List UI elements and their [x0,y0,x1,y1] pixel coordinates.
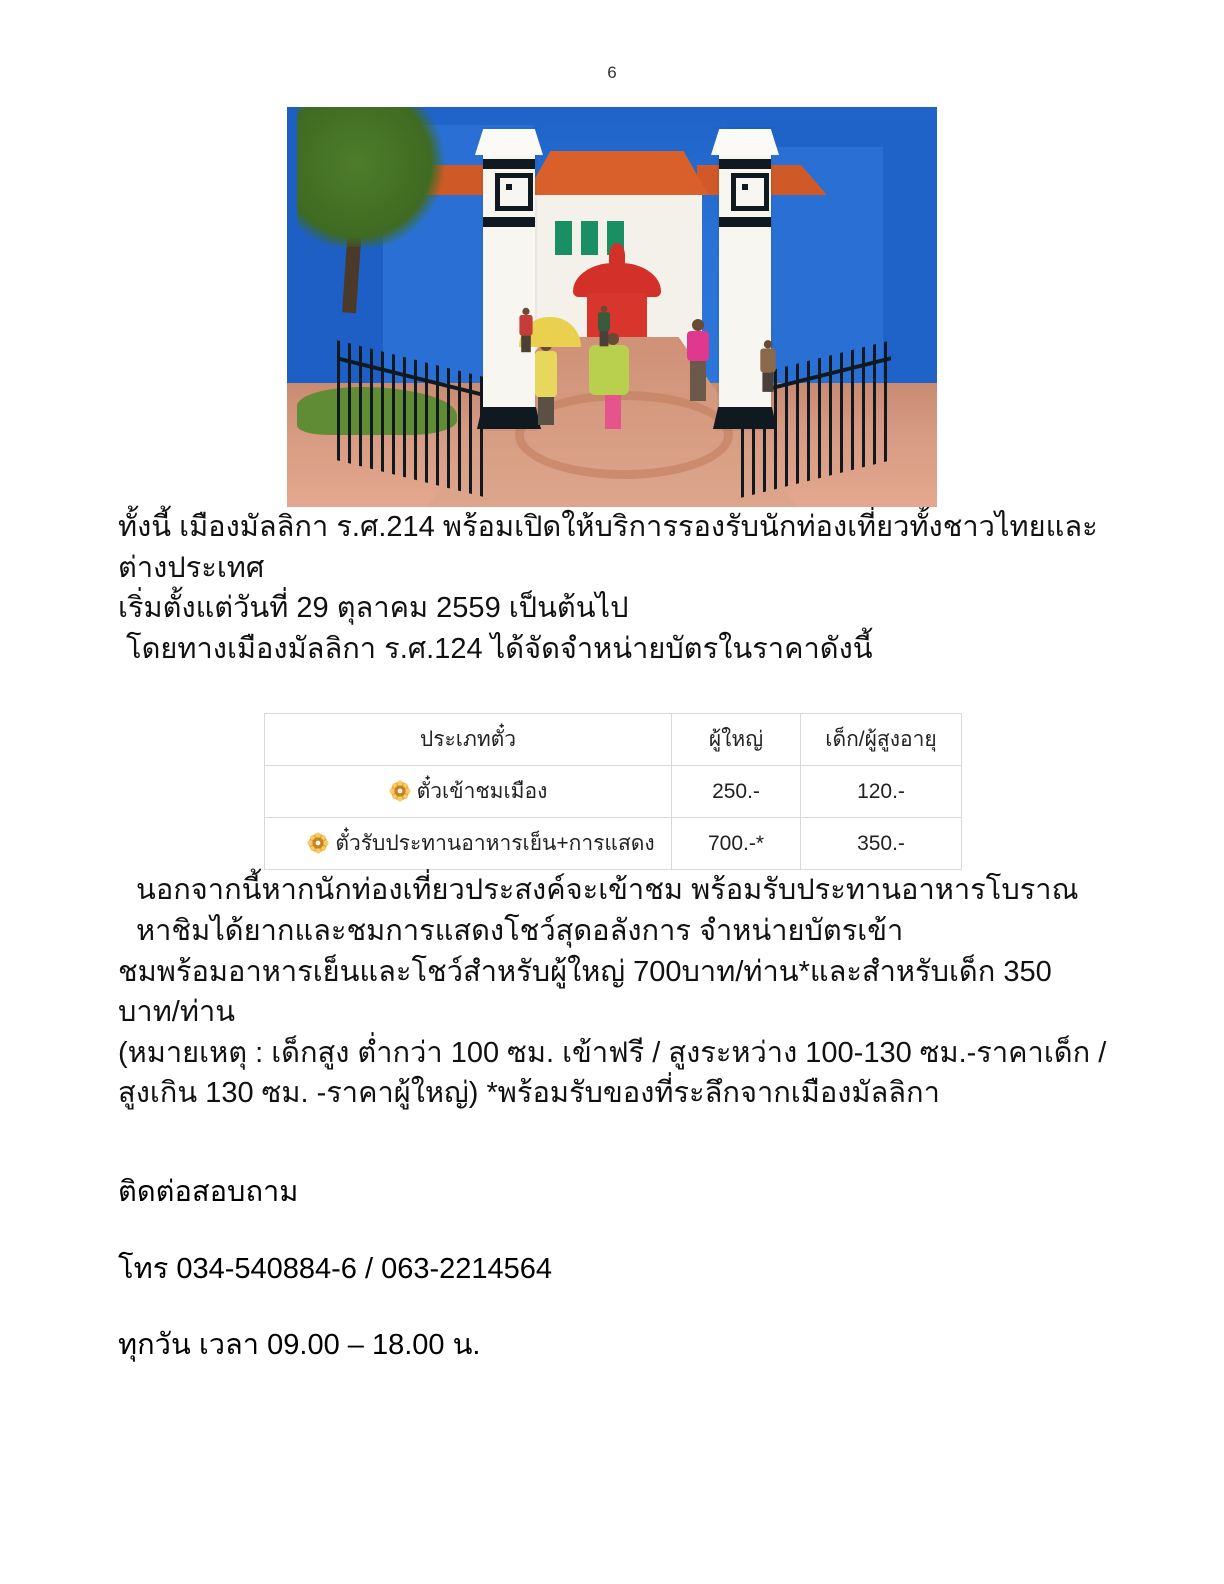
column-header-ticket-type: ประเภทตั๋ว [265,714,672,766]
page-number: 6 [607,63,617,82]
mallika-city-entrance-photo [287,107,937,507]
column-header-child-senior: เด็ก/ผู้สูงอายุ [801,714,962,766]
photo-tree-foliage [297,107,447,247]
photo-person-vendor [687,319,709,401]
flower-bullet-icon [307,832,329,854]
photo-person-far-mid [598,306,610,347]
photo-person-top [687,331,709,361]
cell-adult-price-dinner: 700.-* [672,818,801,870]
contact-section [118,1172,1108,1366]
table-row [265,766,962,818]
document-content [0,507,1224,1366]
contact-heading: ติดต่อสอบถาม [118,1175,299,1208]
column-header-adult: ผู้ใหญ่ [672,714,801,766]
photo-person-head [601,306,608,313]
photo-person-shawl [589,345,629,395]
photo-pillar-base-right [713,407,777,429]
photo-pillar-band-right [719,159,771,169]
photo-person-top [598,312,610,331]
flower-bullet-icon [389,780,411,802]
table-header-row [265,714,962,766]
photo-person-yellow [535,339,557,425]
figure-container [0,107,1224,507]
photo-person-pink [597,333,629,429]
ticket-label: ตั๋วรับประทานอาหารเย็น+การแสดง [335,832,655,856]
photo-window-left [553,219,574,257]
cell-ticket-type-dinner [265,818,672,870]
photo-person-top [519,315,532,335]
photo-pillar-emblem-right [731,173,769,211]
photo-person-legs [521,335,531,352]
table-row [265,818,962,870]
photo-person-head [692,319,704,331]
photo-pillar-band2-left [483,217,535,227]
photo-person-head [522,308,529,315]
price-table-container [118,713,1108,870]
paragraph-ticket-intro: โดยทางเมืองมัลลิกา ร.ศ.124 ได้จัดจำหน่ายบัตรในราคาดังนี้ [126,632,873,665]
photo-person-far-left [519,308,532,352]
photo-person-head [764,340,772,348]
photo-pillar-left [483,129,535,429]
cell-child-price-dinner: 350.- [801,818,962,870]
photo-person-legs [605,395,621,429]
photo-pillar-band2-right [719,217,771,227]
price-table [264,713,962,870]
photo-person-legs [538,397,554,425]
contact-hours: ทุกวัน เวลา 09.00 – 18.00 น. [118,1329,481,1362]
photo-person-top [535,351,557,397]
photo-person-legs [690,361,706,401]
photo-person-legs [600,331,609,346]
photo-pillar-cap-left [475,129,543,155]
photo-window-mid [579,219,600,257]
photo-pillar-band-left [483,159,535,169]
cell-ticket-type-entry [265,766,672,818]
ticket-label: ตั๋วเข้าชมเมือง [416,780,548,804]
contact-phone: โทร 034-540884-6 / 063-2214564 [118,1252,553,1285]
paragraph-dinner-show-1: นอกจากนี้หากนักท่องเที่ยวประสงค์จะเข้าชม พร้อมรับประทานอาหารโบราณหาชิมได้ยากและชมการแสดงโชว์สุดอลังการ จำหน่ายบัตรเข้า [136,874,1079,947]
photo-pillar-cap-right [711,129,779,155]
cell-adult-price-entry: 250.- [672,766,801,818]
cell-child-price-entry: 120.- [801,766,962,818]
photo-person-right [760,340,775,392]
photo-person-legs [762,372,773,392]
paragraph-dinner-show-2: ชมพร้อมอาหารเย็นและโชว์สำหรับผู้ใหญ่ 700บาท/ท่าน*และสำหรับเด็ก 350 บาท/ท่าน [118,955,1052,1029]
paragraph-start-date: เริ่มตั้งแต่วันที่ 29 ตุลาคม 2559 เป็นต้นไป [118,592,629,625]
photo-pillar-base-left [477,407,541,429]
paragraph-notes: (หมายเหตุ : เด็กสูง ต่ำกว่า 100 ซม. เข้าฟรี / สูงระหว่าง 100-130 ซม.-ราคาเด็ก / สูงเกิน 130 ซม. -ราคาผู้ใหญ่) *พร้อมรับของที่ระลึกจากเมืองมัลลิกา [118,1036,1107,1110]
paragraph-opening: ทั้งนี้ เมืองมัลลิกา ร.ศ.214 พร้อมเปิดให้บริการรองรับนักท่องเที่ยวทั้งชาวไทยและต่างประเทศ [118,511,1098,584]
photo-person-top [760,349,775,373]
photo-pillar-emblem-left [495,173,533,211]
